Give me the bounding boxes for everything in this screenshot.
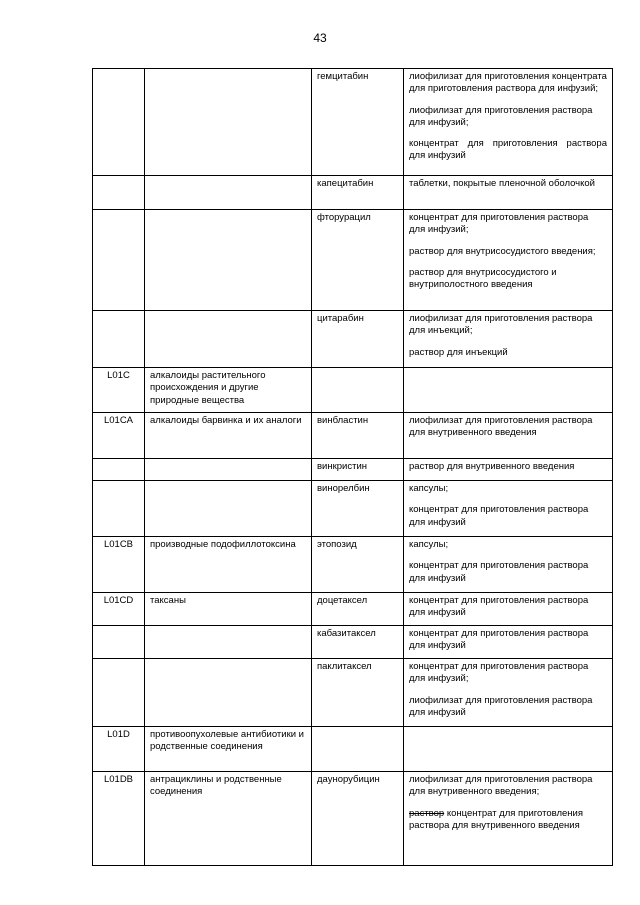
table-row — [93, 210, 613, 311]
dosage-form: раствор для внутривенного введения — [409, 461, 575, 472]
page-number: 43 — [313, 31, 327, 45]
table-row — [93, 727, 613, 772]
dosage-form: концентрат для приготовления раствора для инфузий; — [409, 212, 589, 236]
atc-code-cell — [93, 659, 145, 727]
forms-cell — [404, 772, 613, 866]
dosage-form: концентрат для приготовления раствора для инфузий — [409, 138, 607, 162]
forms-cell — [404, 311, 613, 368]
forms-cell — [404, 368, 613, 413]
drug-cell: доцетаксел — [312, 593, 404, 626]
group-cell — [145, 176, 312, 210]
struck-text: раствор — [409, 807, 445, 819]
drug-cell: винбластин — [312, 413, 404, 459]
atc-code-cell — [93, 210, 145, 311]
atc-code-cell — [93, 311, 145, 368]
group-cell — [145, 210, 312, 311]
forms-cell — [404, 69, 613, 176]
dosage-form: таблетки, покрытые пленочной оболочкой — [409, 178, 595, 189]
atc-code-cell: L01CB — [93, 537, 145, 593]
group-cell: алкалоиды барвинка и их аналоги — [145, 413, 312, 459]
dosage-form: капсулы; — [409, 539, 449, 550]
table-row — [93, 537, 613, 593]
dosage-form: концентрат для приготовления раствора для инфузий — [409, 504, 589, 528]
group-cell — [145, 481, 312, 537]
group-cell — [145, 626, 312, 659]
dosage-form: концентрат для приготовления раствора для инфузий — [409, 595, 589, 619]
group-cell — [145, 659, 312, 727]
dosage-form: концентрат для приготовления раствора для инфузий; — [409, 661, 589, 685]
table-row — [93, 772, 613, 866]
table-row — [93, 176, 613, 210]
atc-code-cell: L01D — [93, 727, 145, 772]
group-cell: антрациклины и родственные соединения — [145, 772, 312, 866]
drug-cell: фторурацил — [312, 210, 404, 311]
forms-cell — [404, 413, 613, 459]
forms-cell — [404, 593, 613, 626]
drug-cell — [312, 368, 404, 413]
group-cell — [145, 459, 312, 481]
drug-cell: гемцитабин — [312, 69, 404, 176]
drug-table — [92, 68, 613, 866]
dosage-form: лиофилизат для приготовления раствора для инфузий; — [409, 104, 593, 128]
table-row — [93, 69, 613, 176]
forms-cell — [404, 481, 613, 537]
forms-cell — [404, 176, 613, 210]
atc-code-cell — [93, 626, 145, 659]
table-row — [93, 413, 613, 459]
forms-cell — [404, 537, 613, 593]
drug-cell: винкристин — [312, 459, 404, 481]
table-row — [93, 626, 613, 659]
dosage-form: раствор для инъекций — [409, 346, 508, 358]
dosage-form: лиофилизат для приготовления раствора для внутривенного введения; — [409, 774, 593, 798]
group-cell — [145, 311, 312, 368]
dosage-form: лиофилизат для приготовления раствора для инъекций; — [409, 313, 593, 337]
table-row — [93, 593, 613, 626]
drug-cell: даунорубицин — [312, 772, 404, 866]
dosage-form: концентрат для приготовления раствора для инфузий — [409, 560, 589, 584]
atc-code-cell: L01DB — [93, 772, 145, 866]
table-row — [93, 481, 613, 537]
dosage-form: лиофилизат для приготовления раствора для внутривенного введения — [409, 415, 593, 439]
dosage-form: концентрат для приготовления раствора для инфузий — [409, 628, 589, 652]
forms-cell — [404, 459, 613, 481]
atc-code-cell — [93, 481, 145, 537]
atc-code-cell — [93, 176, 145, 210]
drug-cell: винорелбин — [312, 481, 404, 537]
table-row — [93, 311, 613, 368]
atc-code-cell — [93, 69, 145, 176]
drug-cell: кабазитаксел — [312, 626, 404, 659]
drug-cell — [312, 727, 404, 772]
group-cell: противоопухолевые антибиотики и родственные соединения — [145, 727, 312, 772]
table-row — [93, 459, 613, 481]
dosage-form-text: концентрат для приготовления раствора для внутривенного введения — [409, 807, 583, 831]
dosage-form: раствор для внутрисосудистого и внутриполостного введения — [409, 266, 557, 291]
dosage-form: лиофилизат для приготовления концентрата для приготовления раствора для инфузий; — [409, 71, 607, 95]
drug-cell: паклитаксел — [312, 659, 404, 727]
group-cell: производные подофиллотоксина — [145, 537, 312, 593]
forms-cell — [404, 626, 613, 659]
table-row — [93, 659, 613, 727]
atc-code-cell: L01C — [93, 368, 145, 413]
table-row — [93, 368, 613, 413]
dosage-form: раствор для внутрисосудистого введения; — [409, 245, 596, 257]
drug-cell: капецитабин — [312, 176, 404, 210]
group-cell: таксаны — [145, 593, 312, 626]
group-cell — [145, 69, 312, 176]
forms-cell — [404, 210, 613, 311]
dosage-form: капсулы; — [409, 483, 449, 494]
atc-code-cell: L01CD — [93, 593, 145, 626]
forms-cell — [404, 659, 613, 727]
dosage-form: лиофилизат для приготовления раствора для инфузий — [409, 694, 593, 718]
atc-code-cell: L01CA — [93, 413, 145, 459]
group-cell: алкалоиды растительного происхождения и другие природные вещества — [145, 368, 312, 413]
forms-cell — [404, 727, 613, 772]
drug-cell: этопозид — [312, 537, 404, 593]
dosage-form — [409, 808, 607, 833]
drug-cell: цитарабин — [312, 311, 404, 368]
atc-code-cell — [93, 459, 145, 481]
